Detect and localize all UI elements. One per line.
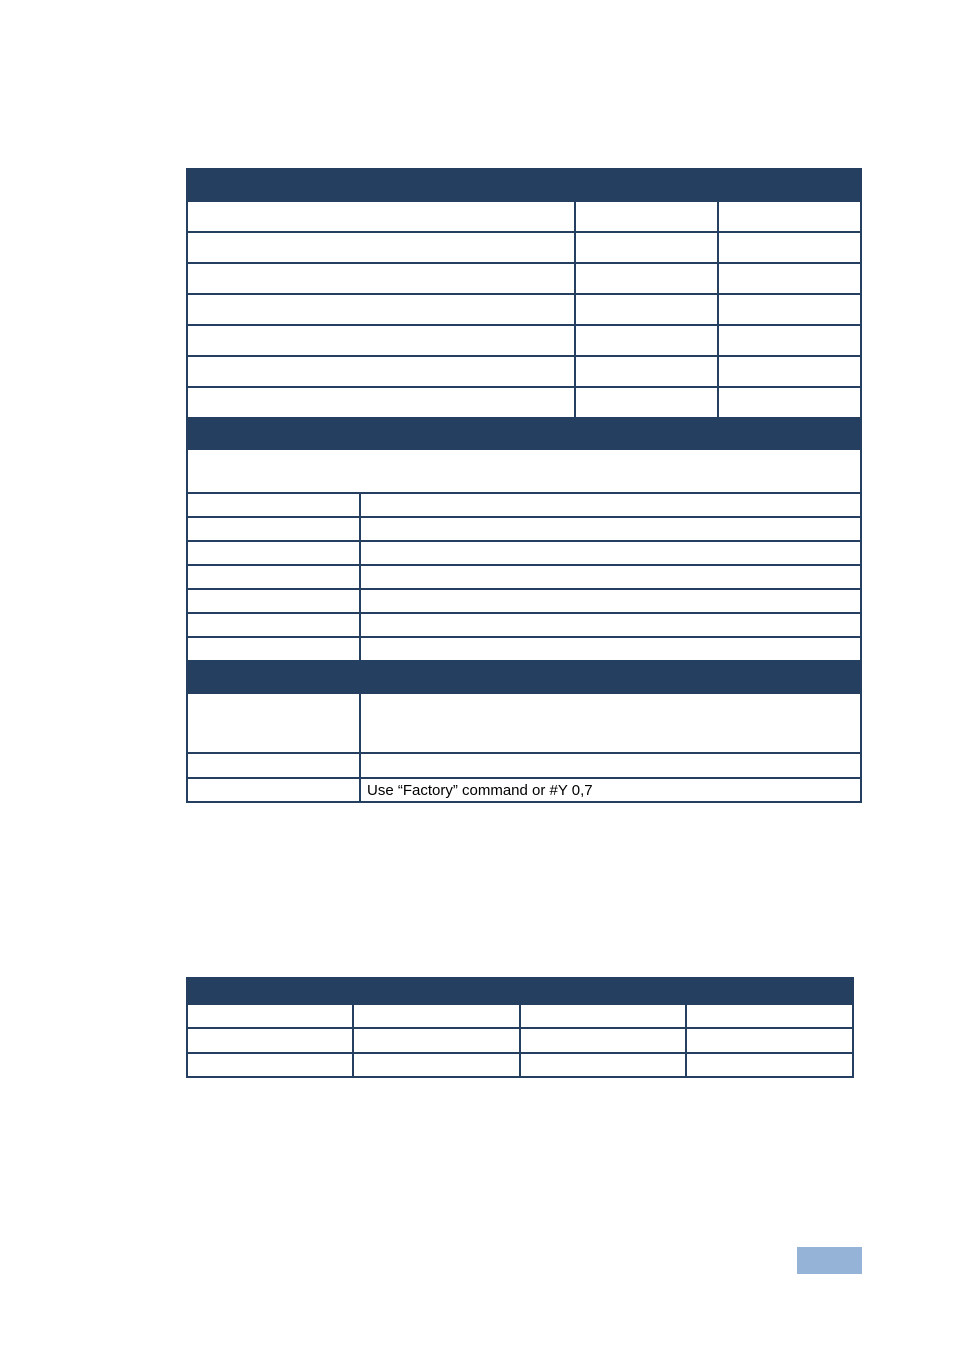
table-cell	[686, 1028, 853, 1053]
table-row	[187, 294, 861, 325]
table-header-row	[187, 661, 861, 693]
section-2-header	[187, 418, 861, 449]
table-row	[187, 753, 861, 778]
table-row	[187, 232, 861, 263]
table-cell	[575, 356, 718, 387]
table-cell	[360, 637, 861, 661]
table-header-row	[187, 169, 861, 201]
table-cell	[360, 753, 861, 778]
table-row	[187, 517, 861, 541]
table-row	[187, 325, 861, 356]
table-cell	[520, 1028, 686, 1053]
table-cell	[575, 325, 718, 356]
table-cell	[187, 294, 575, 325]
table-cell	[686, 1053, 853, 1077]
table-cell	[187, 1053, 353, 1077]
table-row	[187, 263, 861, 294]
table-cell	[187, 356, 575, 387]
table-cell	[686, 1004, 853, 1028]
table-cell	[718, 387, 861, 418]
table-row	[187, 1004, 853, 1028]
table-header-row	[187, 418, 861, 449]
table-cell	[187, 201, 575, 232]
table-cell	[718, 201, 861, 232]
table-cell	[360, 565, 861, 589]
table-cell	[187, 613, 360, 637]
table-cell	[187, 637, 360, 661]
table-cell	[353, 1053, 520, 1077]
table-cell	[187, 1028, 353, 1053]
table-cell	[360, 589, 861, 613]
table-cell	[187, 263, 575, 294]
page-number-badge	[797, 1247, 862, 1274]
factory-reset-note: Use “Factory” command or #Y 0,7	[360, 778, 861, 802]
table-cell	[575, 232, 718, 263]
table-row	[187, 387, 861, 418]
table-row	[187, 356, 861, 387]
table-cell	[360, 493, 861, 517]
table-cell	[718, 263, 861, 294]
table-cell	[187, 753, 360, 778]
table-row	[187, 589, 861, 613]
table-cell	[353, 1028, 520, 1053]
table-row	[187, 541, 861, 565]
table-cell	[360, 693, 861, 753]
table-cell	[187, 541, 360, 565]
table-cell	[360, 613, 861, 637]
table-row	[187, 693, 861, 753]
table-cell	[187, 387, 575, 418]
table-cell	[520, 1053, 686, 1077]
section-3-header	[187, 661, 861, 693]
table-row	[187, 613, 861, 637]
table-cell	[575, 294, 718, 325]
table-cell	[187, 232, 575, 263]
table-cell	[718, 294, 861, 325]
table-cell	[718, 356, 861, 387]
table-row	[187, 493, 861, 517]
table-cell	[718, 232, 861, 263]
table-cell	[187, 693, 360, 753]
table-row	[187, 1053, 853, 1077]
table-row	[187, 201, 861, 232]
table-cell	[187, 1004, 353, 1028]
table-cell	[187, 778, 360, 802]
table-cell	[353, 1004, 520, 1028]
section-2-note	[187, 449, 861, 493]
table-cell	[718, 325, 861, 356]
section-1-header	[187, 169, 861, 201]
table-row	[187, 637, 861, 661]
specifications-table	[186, 168, 862, 803]
table-cell	[360, 517, 861, 541]
table-row	[187, 778, 861, 802]
table-note-row	[187, 449, 861, 493]
table-cell	[520, 1004, 686, 1028]
table-cell	[575, 201, 718, 232]
table-row	[187, 565, 861, 589]
table-cell	[360, 541, 861, 565]
table-cell	[575, 387, 718, 418]
table-row	[187, 1028, 853, 1053]
secondary-table	[186, 977, 854, 1078]
table-cell	[187, 517, 360, 541]
table-cell	[187, 325, 575, 356]
table-2-header	[187, 978, 853, 1004]
table-cell	[187, 589, 360, 613]
table-cell	[575, 263, 718, 294]
table-header-row	[187, 978, 853, 1004]
table-cell	[187, 565, 360, 589]
table-cell	[187, 493, 360, 517]
